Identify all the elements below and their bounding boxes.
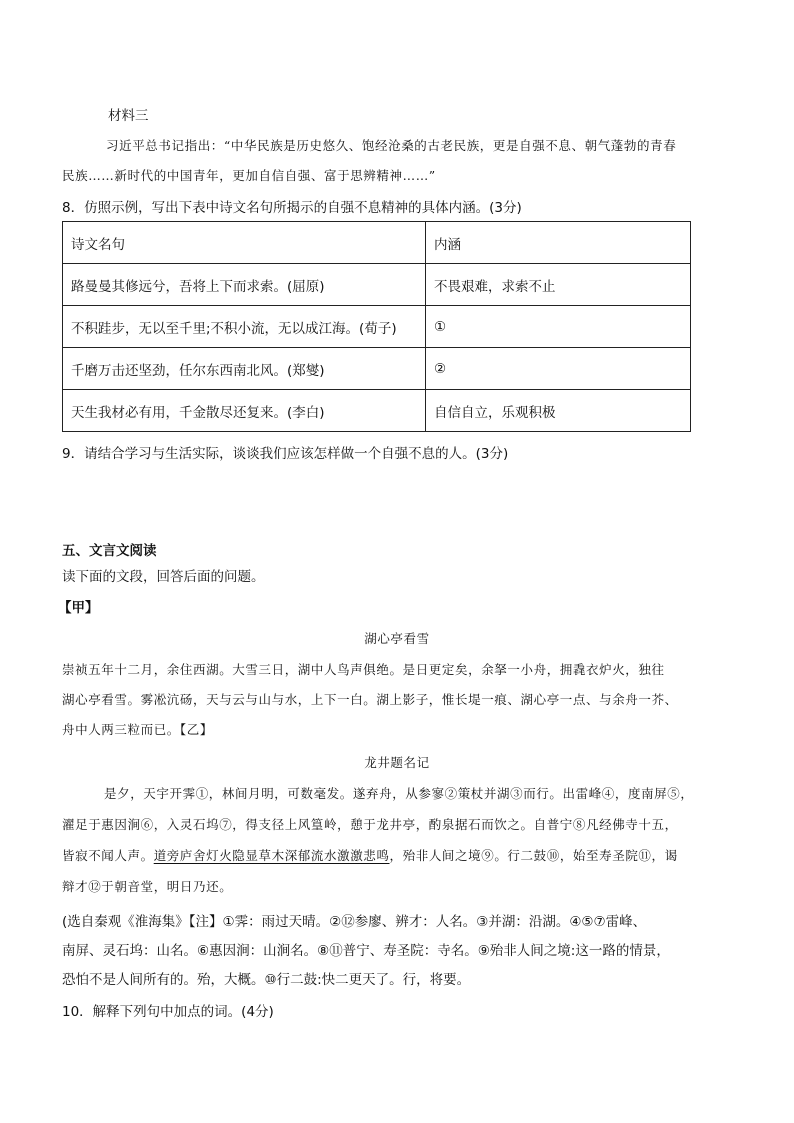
question-10-prompt: 10．解释下列句中加点的词。(4分) bbox=[62, 1004, 274, 1020]
table-cell-meaning: ② bbox=[426, 348, 691, 390]
poem-table bbox=[62, 221, 691, 432]
table-cell-meaning: 不畏艰难，求索不止 bbox=[426, 264, 691, 306]
table-header-row bbox=[63, 222, 691, 264]
annotation-line: 恐怕不是人间所有的。殆，大概。⑩行二鼓:快二更天了。行，将要。 bbox=[62, 972, 471, 988]
table-row bbox=[63, 348, 691, 390]
passage-line: 辩才⑫于朝音堂，明日乃还。 bbox=[62, 879, 233, 894]
table-header-cell: 内涵 bbox=[426, 222, 691, 264]
annotation-line: 南屏、灵石坞：山名。⑥惠因涧：山涧名。⑧⑪普宁、寿圣院：寺名。⑨殆非人间之境:这一路的情景， bbox=[62, 943, 670, 959]
table-row bbox=[63, 390, 691, 432]
table-row bbox=[63, 264, 691, 306]
question-8-prompt: 8．仿照示例，写出下表中诗文名句所揭示的自强不息精神的具体内涵。(3分) bbox=[62, 200, 522, 216]
material-quote-line: 民族……新时代的中国青年，更加自信自强、富于思辨精神……” bbox=[62, 168, 436, 183]
passage-jia-label: 【甲】 bbox=[58, 600, 99, 616]
passage-jia-title: 湖心亭看雪 bbox=[364, 631, 430, 646]
question-9-prompt: 9．请结合学习与生活实际，谈谈我们应该怎样做一个自强不息的人。(3分) bbox=[62, 446, 509, 462]
table-cell-verse: 路曼曼其修远兮，吾将上下而求索。(屈原) bbox=[63, 264, 426, 306]
annotation-line: (选自秦观《淮海集》【注】①霁：雨过天晴。②⑫参廖、辨才：人名。③并湖：沿湖。④⑤⑦雷峰、 bbox=[62, 914, 647, 930]
table-cell-meaning: 自信自立，乐观积极 bbox=[426, 390, 691, 432]
passage-text: ，殆非人间之境⑨。行二鼓⑩，始至寿圣院⑪，谒 bbox=[389, 848, 678, 863]
section-heading: 五、文言文阅读 bbox=[62, 543, 157, 559]
passage-line bbox=[62, 846, 678, 864]
passage-yi-title: 龙井题名记 bbox=[364, 755, 430, 770]
table-cell-verse: 不积跬步，无以至千里;不积小流，无以成江海。(荀子) bbox=[63, 306, 426, 348]
passage-line: 是夕，天宇开霁①，林间月明，可数毫发。遂弃舟，从参寥②策杖并湖③而行。出雷峰④，度南屏⑤， bbox=[104, 786, 694, 801]
material-heading: 材料三 bbox=[108, 108, 149, 124]
table-cell-verse: 千磨万击还坚劲，任尔东西南北风。(郑燮) bbox=[63, 348, 426, 390]
section-instruction: 读下面的文段，回答后面的问题。 bbox=[62, 569, 265, 585]
material-quote-line: 习近平总书记指出：“中华民族是历史悠久、饱经沧桑的古老民族，更是自强不息、朝气蓬勃的青春 bbox=[106, 138, 677, 153]
passage-line: 濯足于惠因涧⑥，入灵石坞⑦，得支径上风篁岭，憩于龙井亭，酌泉据石而饮之。自普宁⑧凡经佛寺十五， bbox=[62, 817, 678, 832]
table-cell-meaning: ① bbox=[426, 306, 691, 348]
underlined-sentence: 道旁庐舍灯火隐显草木深郁流水激激悲鸣 bbox=[153, 848, 390, 863]
passage-line: 崇祯五年十二月，余住西湖。大雪三日，湖中人鸟声俱绝。是日更定矣，余拏一小舟，拥毳衣炉火，独往 bbox=[62, 662, 665, 677]
passage-line: 湖心亭看雪。雾凇沆砀，天与云与山与水，上下一白。湖上影子，惟长堤一痕、湖心亭一点、与余舟一芥、 bbox=[62, 692, 678, 707]
table-row bbox=[63, 306, 691, 348]
passage-line: 舟中人两三粒而已。【乙】 bbox=[62, 722, 213, 737]
table-cell-verse: 天生我材必有用，千金散尽还复来。(李白) bbox=[63, 390, 426, 432]
passage-text: 皆寂不闻人声。 bbox=[62, 848, 154, 863]
table-header-cell: 诗文名句 bbox=[63, 222, 426, 264]
